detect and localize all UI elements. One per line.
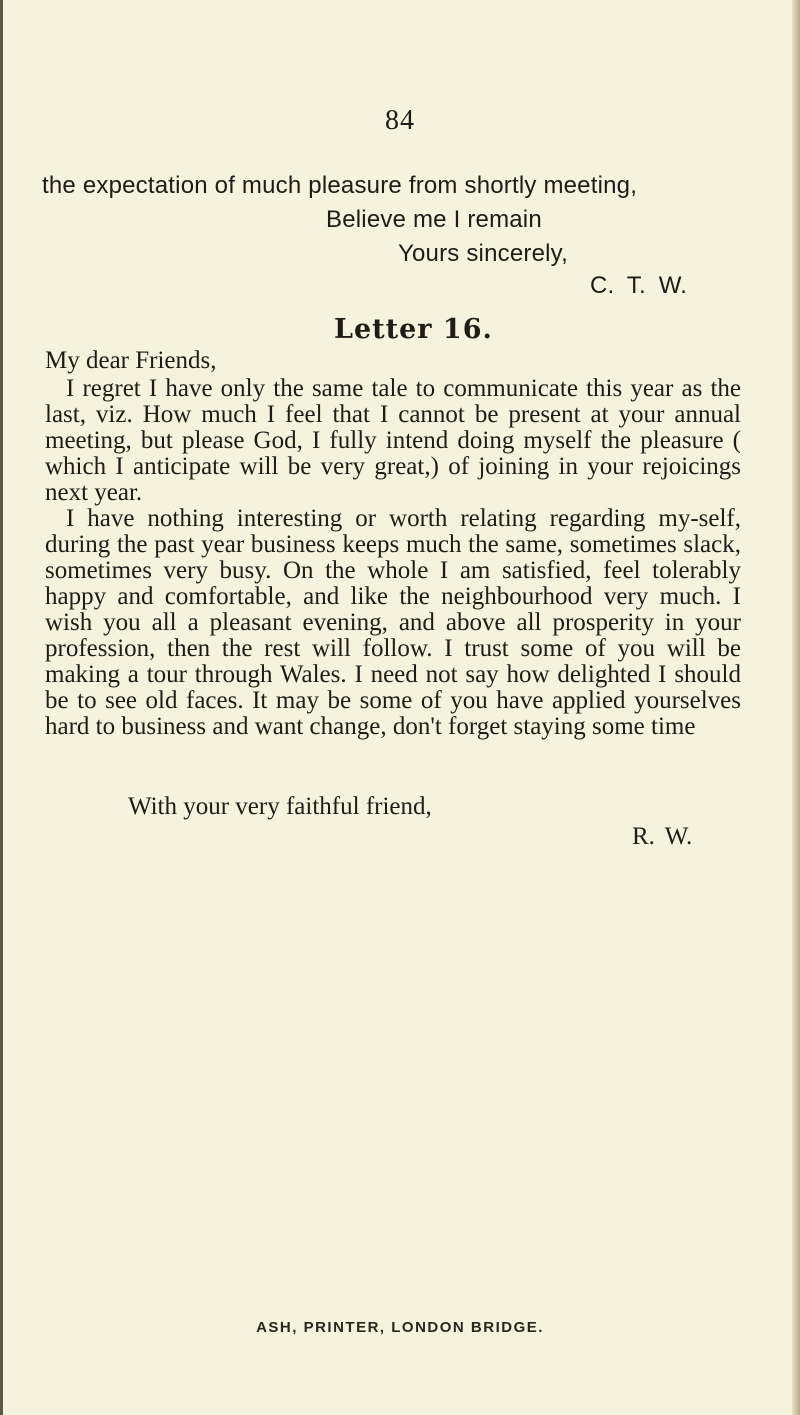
previous-letter-valediction-1: Believe me I remain <box>326 206 542 233</box>
letter-valediction: With your very faithful friend, <box>128 793 432 820</box>
previous-letter-signature: C. T. W. <box>590 272 688 299</box>
previous-letter-valediction-2: Yours sincerely, <box>398 240 568 267</box>
page-right-edge <box>792 0 800 1415</box>
letter-heading: Letter 16. <box>334 314 493 345</box>
letter-signature: R. W. <box>632 823 693 850</box>
letter-salutation: My dear Friends, <box>45 347 217 374</box>
letter-paragraph-2: I have nothing interesting or worth relating regarding my-self, during the past year business keeps much the same, sometimes slack, sometimes very busy. On the whole I am satisfied, feel tolerably happy and comfortable, and like the neighbourhood very much. I wish you all a pleasant evening, and above all prosperity in your profession, then the rest will follow. I trust some of you will be making a tour through Wales. I need not say how delighted I should be to see old faces. It may be some of you have applied yourselves hard to business and want change, don't forget staying some time <box>45 505 741 740</box>
page-left-edge <box>0 0 3 1415</box>
letter-body <box>45 376 741 740</box>
previous-letter-closing-text: the expectation of much pleasure from shortly meeting, <box>42 172 638 199</box>
page-number: 84 <box>385 105 415 136</box>
printer-imprint: ASH, PRINTER, LONDON BRIDGE. <box>256 1319 544 1336</box>
letter-paragraph-1: I regret I have only the same tale to communicate this year as the last, viz. How much I feel that I cannot be present at your annual meeting, but please God, I fully intend doing myself the pleasure ( which I anticipate will be very great,) of joining in your rejoicings next year. <box>45 375 741 506</box>
